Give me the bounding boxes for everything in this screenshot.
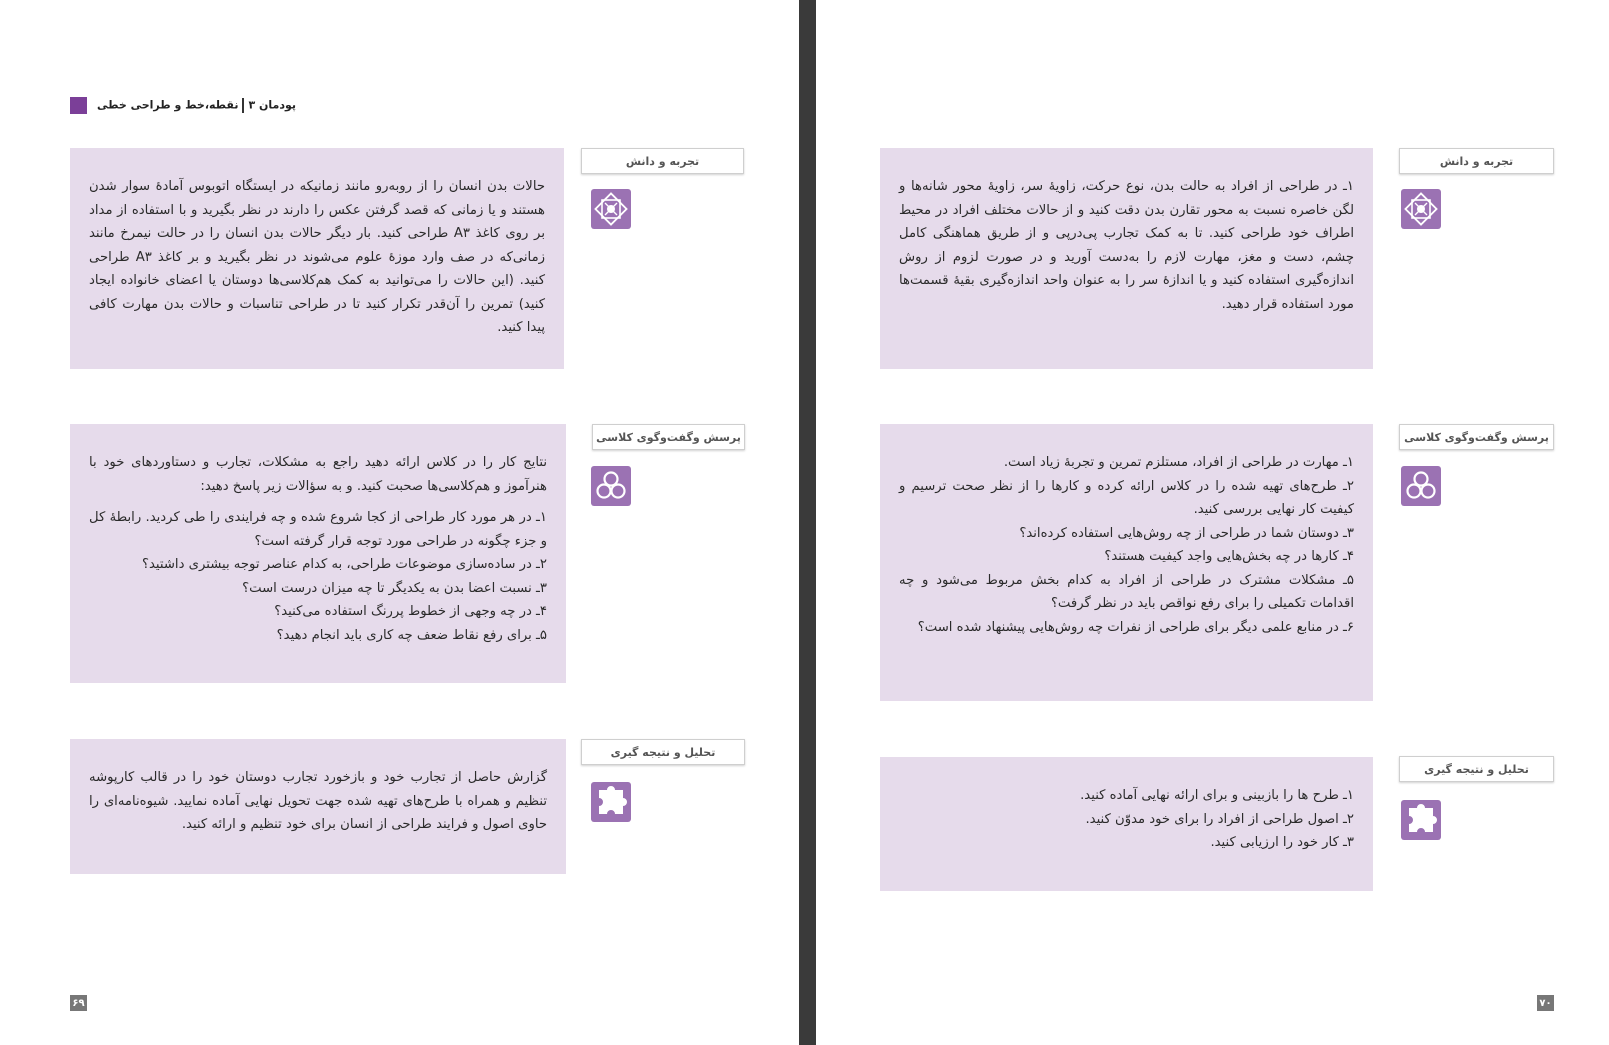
list-item: ۴ـ در چه وجهی از خطوط پررنگ استفاده می‌کنید؟ xyxy=(274,604,547,619)
header-text xyxy=(97,98,296,113)
list-item: ۲ـ در ساده‌سازی موضوعات طراحی، به کدام عناصر توجه بیشتری داشتید؟ xyxy=(141,557,547,572)
list-item: ۱ـ در هر مورد کار طراحی از کجا شروع شده و چه فرایندی را طی کردید. رابطهٔ کل و جزء چگونه در طراحی مورد توجه قرار گرفته است؟ xyxy=(89,510,547,549)
paragraph: حالات بدن انسان را از روبه‌رو مانند زمانیکه در ایستگاه اتوبوس آمادهٔ سوار شدن هستند و یا زمانی که قصد گرفتن عکس را دارند در نظر بگیرید و با استفاده از مداد بر روی کاغذ A۳ طراحی کنید. بار دیگر حالات بدن انسان را در حالت نیمرخ مانند زمانی‌که در صف وارد موزهٔ علوم می‌شوند در نظر بگیرید و بر کاغذ A۳ طراحی کنید. (این حالات را می‌توانید به کمک هم‌کلاسی‌ها دوستان یا اعضای خانواده ایجاد کنید) تمرین را آن‌قدر تکرار کنید تا در طراحی تناسبات و حالات بدن مهارت کافی پیدا کنید. xyxy=(89,179,545,335)
paragraph: گزارش حاصل از تجارب خود و بازخورد تجارب دوستان خود را در قالب کارپوشه تنظیم و همراه با طرح‌های تهیه شده جهت تحویل نهایی آماده نمایید. شیوه‌نامه‌ای را حاوی اصول و فرایند طراحی از انسان برای خود تنظیم و ارائه کنید. xyxy=(89,770,547,832)
section-label: پرسش وگفت‌وگوی کلاسی xyxy=(1399,424,1554,450)
puzzle-icon xyxy=(1401,800,1441,840)
list-item: ۵ـ مشکلات مشترک در طراحی از افراد به کدام بخش مربوط می‌شود و چه اقدامات تکمیلی را برای رفع نواقص باید در نظر گرفت؟ xyxy=(899,572,1354,611)
spacer xyxy=(89,498,547,506)
content-box xyxy=(880,148,1373,369)
content-box xyxy=(880,757,1373,891)
list-item: ۱ـ مهارت در طراحی از افراد، مستلزم تمرین و تجربهٔ زیاد است. xyxy=(1003,455,1354,470)
left-page xyxy=(0,0,799,1045)
list-item: ۳ـ نسبت اعضا بدن به یکدیگر تا چه میزان درست است؟ xyxy=(242,580,547,596)
list-item: ۲ـ اصول طراحی از افراد را برای خود مدوّن کنید. xyxy=(1085,811,1354,827)
content-box xyxy=(70,739,566,874)
section-label: تجربه و دانش xyxy=(1399,148,1554,174)
list-item: ۳ـ دوستان شما در طراحی از چه روش‌هایی استفاده کرده‌اند؟ xyxy=(1019,525,1354,541)
discussion-icon xyxy=(1401,466,1441,506)
discussion-icon xyxy=(591,466,631,506)
section-label: تحلیل و نتیجه گیری xyxy=(1399,756,1554,782)
paragraph: نتایج کار را در کلاس ارائه دهید راجع به مشکلات، تجارب و دستاوردهای خود با هنرآموز و هم‌کلاسی‌ها صحبت کنید. و به سؤالات زیر پاسخ دهید: xyxy=(89,455,547,494)
book-spine xyxy=(799,0,816,1045)
page-number: ۷۰ xyxy=(1537,995,1554,1011)
content-box xyxy=(70,424,566,683)
content-box xyxy=(880,424,1373,701)
section-label: تجربه و دانش xyxy=(581,148,744,174)
list-item: ۳ـ کار خود را ارزیابی کنید. xyxy=(1210,835,1354,850)
running-header xyxy=(70,97,296,114)
section-label: تحلیل و نتیجه گیری xyxy=(581,739,745,765)
section-label: پرسش وگفت‌وگوی کلاسی xyxy=(592,424,745,450)
right-page xyxy=(816,0,1609,1045)
header-square-icon xyxy=(70,97,87,114)
list-item: ۶ـ در منابع علمی دیگر برای طراحی از نفرات چه روش‌هایی پیشنهاد شده است؟ xyxy=(917,619,1354,635)
page-number: ۶۹ xyxy=(70,995,87,1011)
list-item: ۱ـ طرح ها را بازبینی و برای ارائه نهایی آماده کنید. xyxy=(1080,788,1354,803)
paragraph: ۱ـ در طراحی از افراد به حالت بدن، نوع حرکت، زاویهٔ سر، زاویهٔ محور شانه‌ها و لگن خاصره نسبت به محور تقارن بدن دقت کنید و از حالات مختلف افراد در محیط اطراف خود طراحی کنید. تا به کمک تجارب پی‌درپی و از طریق هماهنگی کامل چشم، دست و مغز، مهارت لازم را به‌دست آورید و در صورت لزوم از روش اندازه‌گیری استفاده کنید و یا اندازهٔ سر را به عنوان واحد اندازه‌گیری بقیهٔ قسمت‌ها مورد استفاده قرار دهید. xyxy=(899,179,1354,312)
puzzle-icon xyxy=(591,782,631,822)
list-item: ۴ـ کارها در چه بخش‌هایی واجد کیفیت هستند؟ xyxy=(1104,549,1354,564)
list-item: ۵ـ برای رفع نقاط ضعف چه کاری باید انجام دهید؟ xyxy=(276,627,547,643)
experience-icon xyxy=(591,189,631,229)
header-unit: پودمان ۳ xyxy=(248,98,297,112)
experience-icon xyxy=(1401,189,1441,229)
header-divider xyxy=(242,98,244,113)
list-item: ۲ـ طرح‌های تهیه شده را در کلاس ارائه کرده و کارها را از نظر صحت ترسیم و کیفیت کار نهایی بررسی کنید. xyxy=(899,478,1354,517)
header-title: نقطه،خط و طراحی خطی xyxy=(97,98,239,112)
content-box xyxy=(70,148,564,369)
